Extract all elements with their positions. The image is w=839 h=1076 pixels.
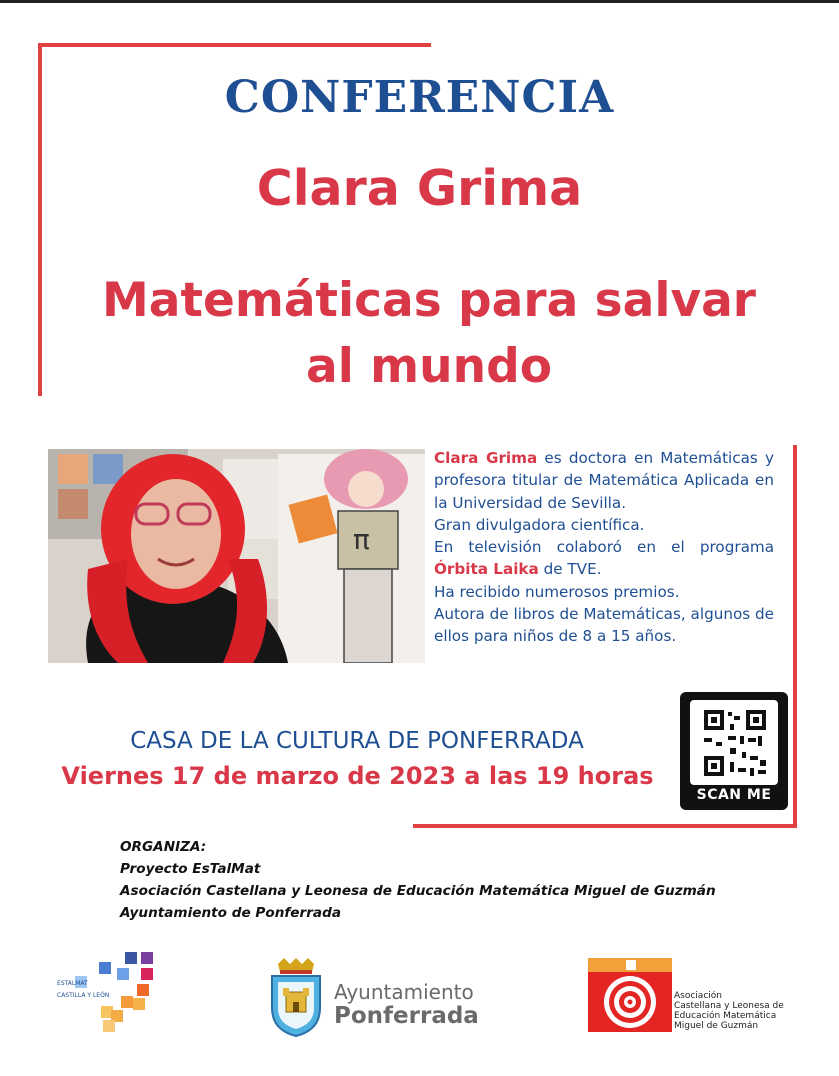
- organizer-item: Ayuntamiento de Ponferrada: [120, 905, 341, 921]
- bio-tv: [434, 536, 774, 581]
- ayuntamiento-text: Ayuntamiento: [334, 980, 474, 1004]
- bio-program: Órbita Laika: [434, 560, 539, 579]
- bio-books: Autora de libros de Matemáticas, algunos de ellos para niños de 8 a 15 años.: [434, 605, 774, 646]
- bio-intro: [434, 447, 774, 514]
- bio-awards: Ha recibido numerosos premios.: [434, 582, 680, 601]
- asociacion-line: Educación Matemática: [674, 1011, 777, 1021]
- asociacion-line: Castellana y Leonesa de: [674, 1001, 784, 1011]
- bio-tv-text: En televisión colaboró en el programa: [434, 538, 774, 557]
- asociacion-line: Asociación: [674, 991, 722, 1001]
- speaker-photo: [48, 449, 425, 663]
- frame-right-edge: [793, 445, 797, 828]
- qr-code[interactable]: [680, 692, 788, 810]
- organizers: [120, 836, 820, 924]
- bio-text: es doctora en Matemáticas y profesora titular de Matemática Aplicada en la Universidad de Sevilla.: [434, 449, 774, 512]
- asociacion-text: [674, 991, 804, 1031]
- asociacion-logo: [588, 958, 808, 1033]
- svg-text:π: π: [353, 523, 370, 556]
- talk-title-line2: al mundo: [305, 339, 552, 394]
- bio-name: Clara Grima: [434, 449, 538, 467]
- speaker-name: Clara Grima: [256, 160, 583, 217]
- frame-bottom-edge: [413, 824, 797, 828]
- event-kicker: CONFERENCIA: [224, 72, 615, 123]
- ponferrada-text: Ponferrada: [334, 1003, 479, 1029]
- estalmat-logo: [55, 950, 165, 1040]
- qr-pattern: [690, 700, 778, 785]
- talk-title: [44, 268, 814, 400]
- speaker-bio: [434, 447, 774, 648]
- talk-title-line1: Matemáticas para salvar: [102, 273, 756, 328]
- ayuntamiento-logo: [266, 958, 491, 1038]
- asociacion-line: Miguel de Guzmán: [674, 1021, 759, 1031]
- frame-top-edge: [38, 43, 431, 47]
- event-date: Viernes 17 de marzo de 2023 a las 19 horas: [61, 762, 654, 790]
- estalmat-text: ESTALMAT: [57, 980, 88, 987]
- event-venue: CASA DE LA CULTURA DE PONFERRADA: [130, 728, 584, 754]
- organizer-item: Asociación Castellana y Leonesa de Educación Matemática Miguel de Guzmán: [120, 883, 716, 899]
- qr-label: SCAN ME: [696, 787, 772, 803]
- bio-line: Gran divulgadora científica.: [434, 515, 645, 534]
- estalmat-subtext: CASTILLA Y LEÓN: [57, 992, 110, 999]
- bio-tv-end: de TVE.: [538, 560, 602, 579]
- top-border: [0, 0, 839, 3]
- organizers-heading: ORGANIZA:: [120, 839, 207, 855]
- organizer-item: Proyecto EsTalMat: [120, 861, 261, 877]
